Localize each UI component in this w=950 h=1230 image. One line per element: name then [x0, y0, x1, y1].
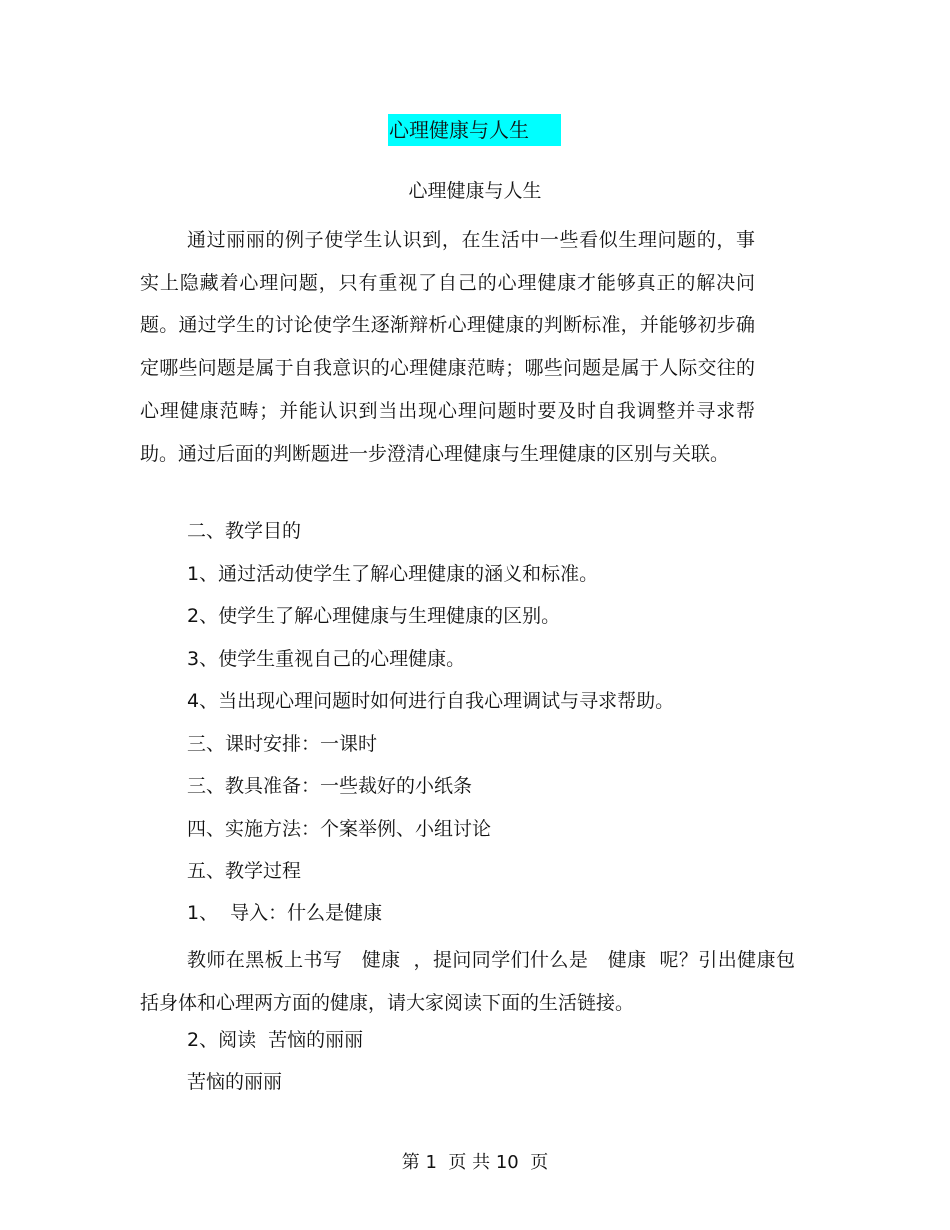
- step-1-heading: 1、 导入：什么是健康: [187, 902, 383, 924]
- document-subtitle: 心理健康与人生: [408, 180, 542, 202]
- page-footer: 第 1 页 共 10 页: [401, 1152, 549, 1173]
- step-2-heading: 2、阅读 苦恼的丽丽: [187, 1029, 364, 1051]
- section-heading-schedule: 三、课时安排：一课时: [187, 733, 378, 755]
- section-heading-goals: 二、教学目的: [187, 520, 302, 542]
- intro-paragraph: 通过丽丽的例子使学生认识到，在生活中一些看似生理问题的，事实上隐藏着心理问题，只有重视了自己的心理健康才能够真正的解决问题。通过学生的讨论使学生逐渐辩析心理健康的判断标准，并能够初步确定哪些问题是属于自我意识的心理健康范畴；哪些问题是属于人际交往的心理健康范畴；并能认识到当出现心理问题时要及时自我调整并寻求帮助。通过后面的判断题进一步澄清心理健康与生理健康的区别与关联。: [140, 229, 755, 465]
- goal-item-3: 3、使学生重视自己的心理健康。: [187, 648, 466, 670]
- section-heading-method: 四、实施方法：个案举例、小组讨论: [187, 818, 492, 840]
- goal-item-2: 2、使学生了解心理健康与生理健康的区别。: [187, 605, 561, 627]
- goal-item-4: 4、当出现心理问题时如何进行自我心理调试与寻求帮助。: [187, 690, 675, 712]
- goal-item-1: 1、通过活动使学生了解心理健康的涵义和标准。: [187, 563, 599, 585]
- section-heading-materials: 三、教具准备：一些裁好的小纸条: [187, 775, 473, 797]
- section-heading-process: 五、教学过程: [187, 860, 302, 882]
- step-1-paragraph: 教师在黑板上书写 健康 ，提问同学们什么是 健康 呢？引出健康包括身体和心理两方面的健康，请大家阅读下面的生活链接。: [140, 949, 795, 1014]
- document-title: 心理健康与人生: [389, 118, 529, 142]
- story-title: 苦恼的丽丽: [187, 1071, 283, 1093]
